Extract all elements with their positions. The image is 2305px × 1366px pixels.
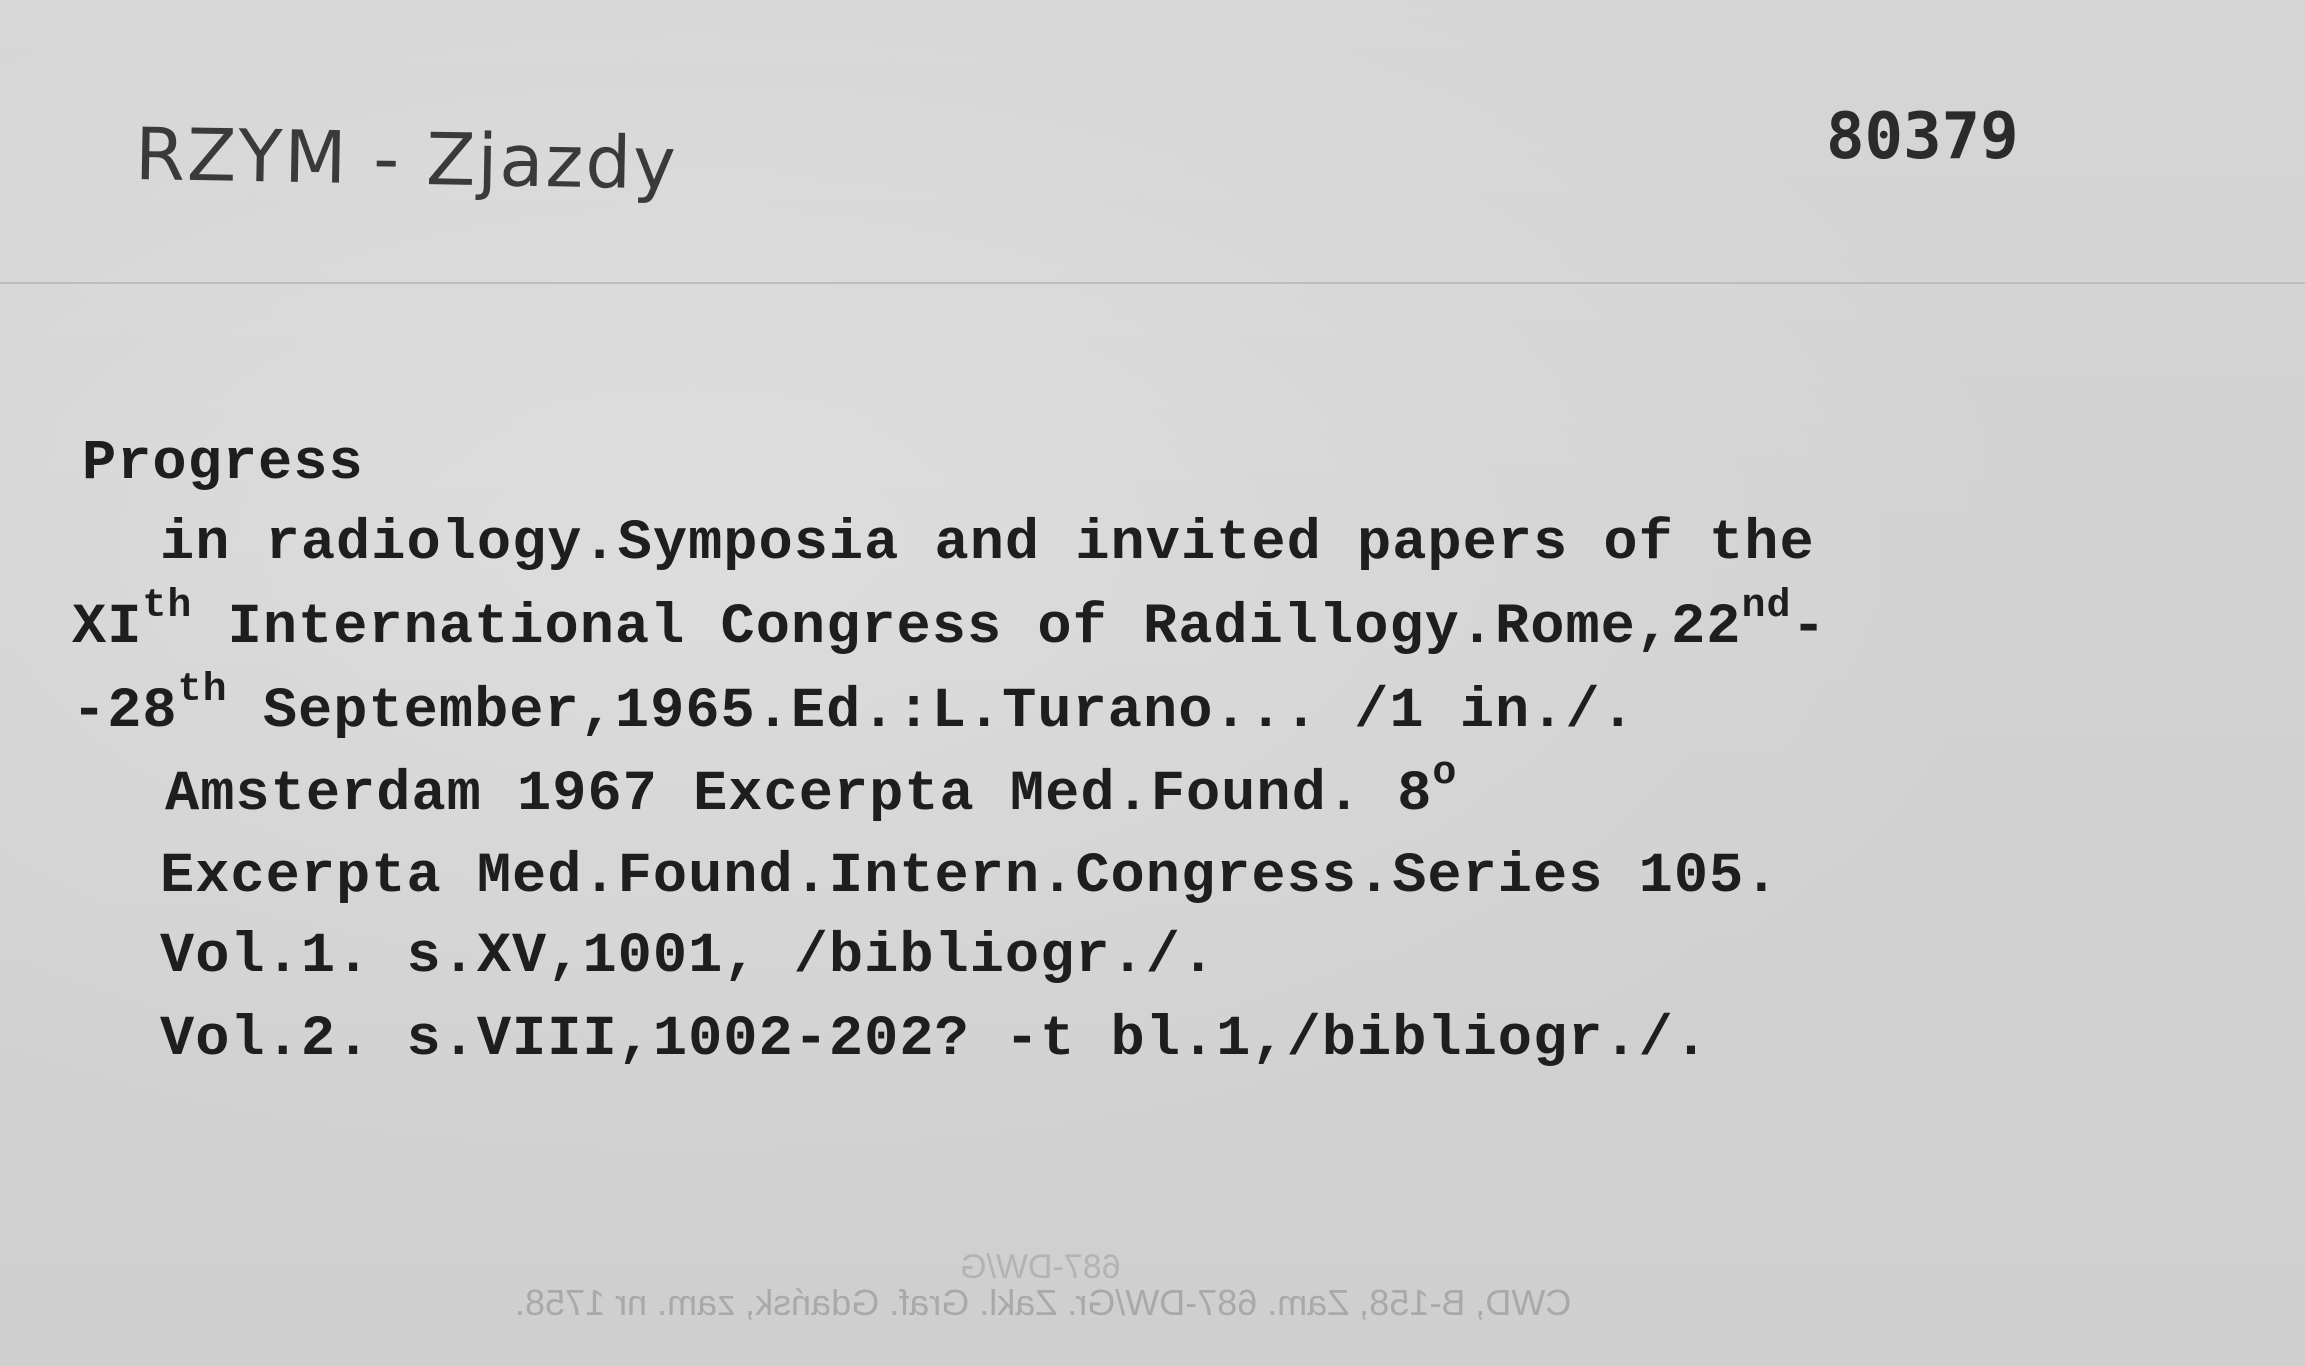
header-rule (0, 282, 2305, 284)
mirrored-print-top: 687-DW/G (960, 1248, 1121, 1286)
entry-line-5: Excerpta Med.Found.Intern.Congress.Series 105. (160, 845, 1780, 909)
card-number: 80379 (1826, 100, 2019, 174)
entry-line-7: Vol.2. s.VIII,1002-202? -t bl.1,/bibliogr./. (160, 1008, 1710, 1072)
entry-line-6: Vol.1. s.XV,1001, /bibliogr./. (160, 925, 1217, 989)
entry-line-2: XIth International Congress of Radillogy.Rome,22nd- (72, 584, 1827, 660)
title-word: Progress (82, 432, 364, 496)
entry-line-3: -28th September,1965.Ed.:L.Turano... /1 in./. (72, 668, 1636, 744)
entry-line-4: Amsterdam 1967 Excerpta Med.Found. 8$^o$ (165, 751, 1458, 827)
entry-line-1: in radiology.Symposia and invited papers of the (160, 512, 1815, 576)
mirrored-print-footer: CWD, B-158, Zam. 687-DW/Gr. Zakl. Graf. Gdańsk, zam. nr 1758. (515, 1282, 1572, 1323)
handwritten-heading: RZYM - Zjazdy (134, 112, 679, 206)
